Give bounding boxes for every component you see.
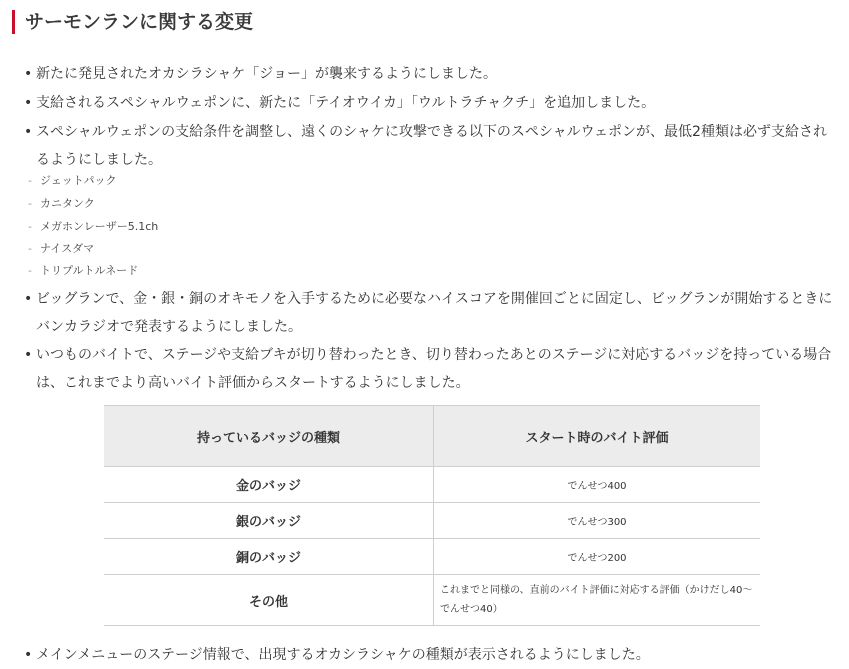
special-weapon-item: [28, 262, 138, 280]
badge-cell: 銅のバッジ: [104, 539, 434, 575]
bullet-dot: •: [24, 124, 33, 140]
list-item: [24, 60, 834, 88]
badge-cell: 金のバッジ: [104, 467, 434, 503]
badge-cell: その他: [104, 575, 434, 626]
section-heading: サーモンランに関する変更: [12, 10, 253, 34]
list-item-text: 支給されるスペシャルウェポンに、新たに「テイオウイカ」「ウルトラチャクチ」を追加しました。: [36, 95, 656, 111]
dash-marker: -: [28, 264, 32, 277]
list-item-text: いつものバイトで、ステージや支給ブキが切り替わったとき、切り替わったあとのステージに対応するバッジを持っている場合は、これまでより高いバイト評価からスタートするようにしました。: [36, 347, 832, 391]
dash-marker: -: [28, 174, 32, 187]
list-item: [24, 118, 834, 174]
list-item: [24, 341, 834, 397]
list-item: [24, 89, 834, 117]
bullet-dot: •: [24, 95, 33, 111]
bullet-dot: •: [24, 66, 33, 82]
header-start-rating: スタート時のバイト評価: [434, 406, 761, 467]
badge-rating-table: [104, 405, 760, 626]
bullet-dot: •: [24, 347, 33, 363]
list-item-text: スペシャルウェポンの支給条件を調整し、遠くのシャケに攻撃できる以下のスペシャルウェポンが、最低2種類は必ず支給されるようにしました。: [36, 124, 827, 168]
dash-marker: -: [28, 220, 32, 233]
special-weapon-name: メガホンレーザー5.1ch: [40, 220, 159, 233]
list-item-text: 新たに発見されたオカシラシャケ「ジョー」が襲来するようにしました。: [36, 66, 498, 82]
table-row: [104, 467, 760, 503]
table-row: [104, 503, 760, 539]
bullet-dot: •: [24, 291, 33, 307]
rating-cell: これまでと同様の、直前のバイト評価に対応する評価（かけだし40〜でんせつ40）: [434, 575, 761, 626]
bullet-dot: •: [24, 647, 33, 663]
dash-marker: -: [28, 197, 32, 210]
table-row: [104, 575, 760, 626]
list-item: [24, 285, 834, 341]
list-item-text: ビッグランで、金・銀・銅のオキモノを入手するために必要なハイスコアを開催回ごとに固定し、ビッグランが開始するときにバンカラジオで発表するようにしました。: [36, 291, 833, 335]
table-row: [104, 539, 760, 575]
dash-marker: -: [28, 242, 32, 255]
header-badge-type: 持っているバッジの種類: [104, 406, 434, 467]
special-weapon-item: [28, 172, 117, 190]
special-weapon-item: [28, 195, 95, 213]
special-weapon-name: トリプルトルネード: [40, 264, 139, 277]
special-weapon-name: ナイスダマ: [40, 242, 95, 255]
rating-cell: でんせつ400: [434, 467, 761, 503]
rating-cell: でんせつ200: [434, 539, 761, 575]
special-weapon-item: [28, 218, 158, 236]
rating-cell: でんせつ300: [434, 503, 761, 539]
special-weapon-item: [28, 240, 94, 258]
list-item: [24, 641, 834, 669]
special-weapon-name: ジェットパック: [40, 174, 117, 187]
list-item-text: メインメニューのステージ情報で、出現するオカシラシャケの種類が表示されるようにしました。: [36, 647, 650, 663]
special-weapon-name: カニタンク: [40, 197, 95, 210]
badge-cell: 銀のバッジ: [104, 503, 434, 539]
table-header-row: [104, 406, 760, 467]
